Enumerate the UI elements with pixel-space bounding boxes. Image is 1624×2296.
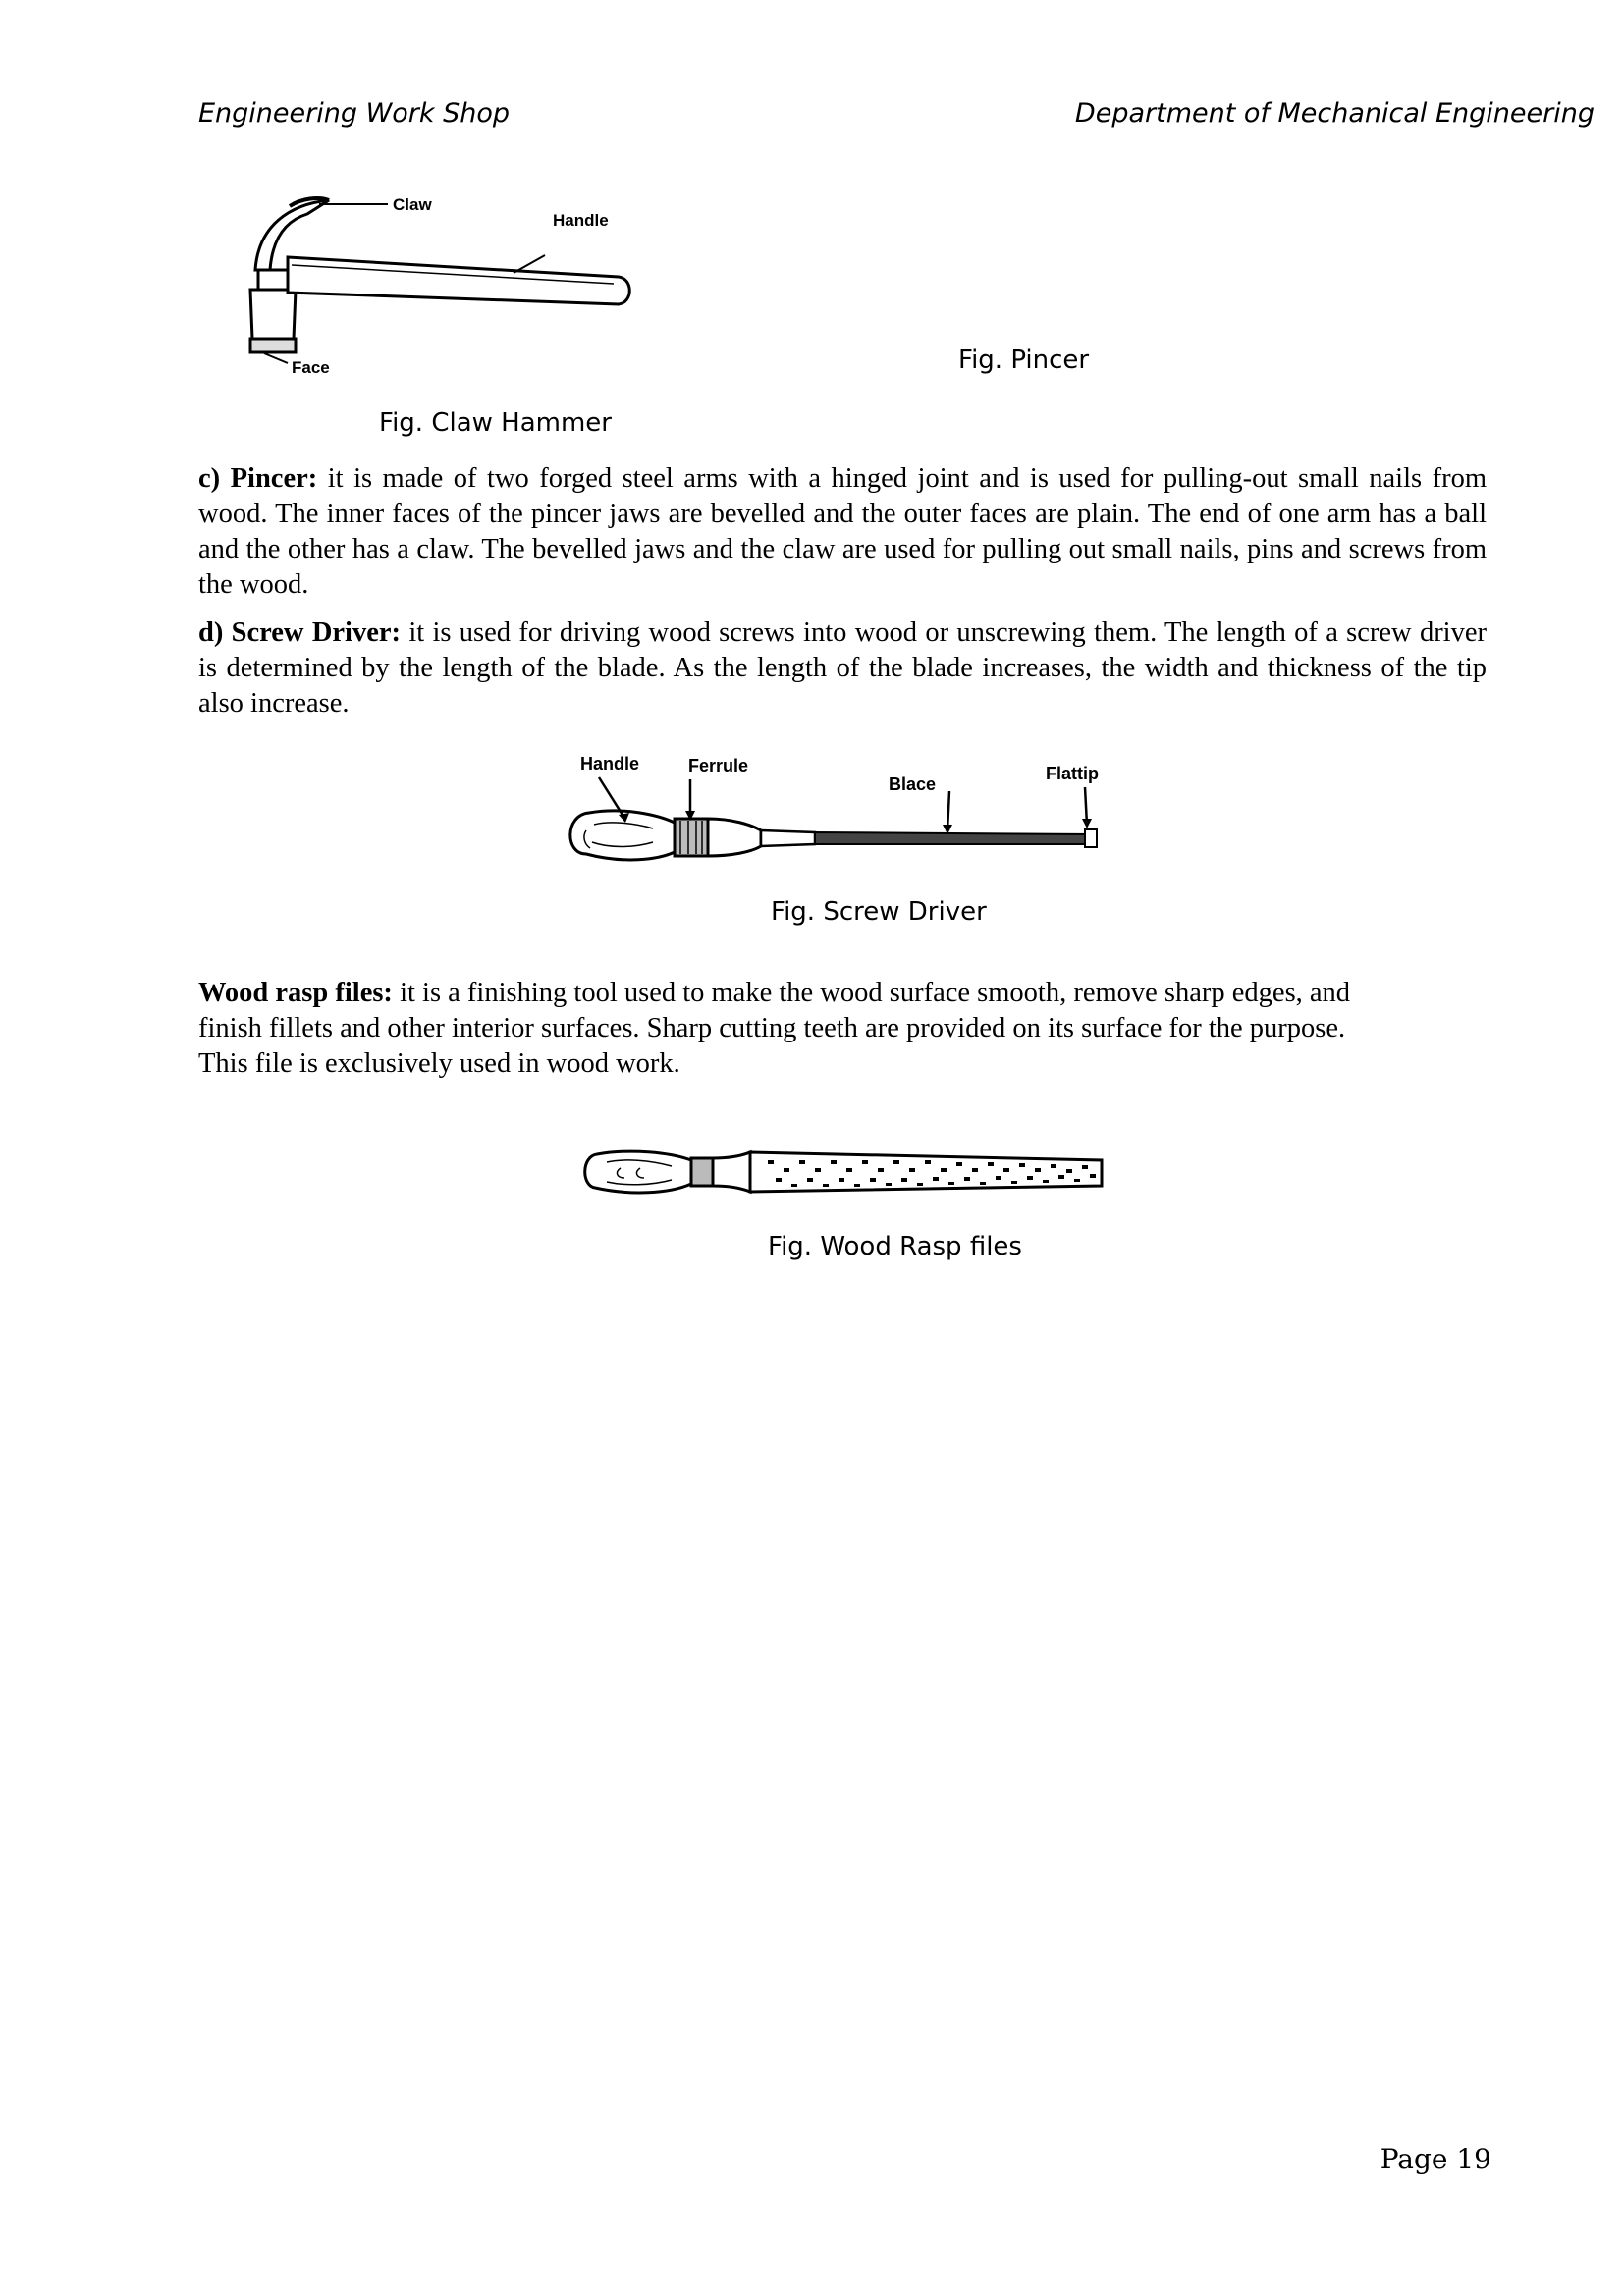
pincer-heading: c) Pincer:	[198, 463, 318, 494]
pincer-caption: Fig. Pincer	[958, 346, 1090, 375]
sd-ferrule-label: Ferrule	[688, 756, 749, 775]
wood-rasp-line-1	[198, 976, 1514, 1011]
sd-blade-label: Blace	[889, 774, 937, 794]
handle-label: Handle	[553, 211, 609, 230]
screw-driver-heading: d) Screw Driver:	[198, 617, 402, 648]
wood-rasp-line-2: finish fillets and other interior surfaces. Sharp cutting teeth are provided on its surface for the purpose.	[198, 1013, 1346, 1043]
face-label: Face	[292, 358, 330, 377]
wood-rasp-caption: Fig. Wood Rasp files	[768, 1232, 1022, 1261]
wood-rasp-line-3: This file is exclusively used in wood work.	[198, 1048, 680, 1079]
screw-driver-figure	[565, 746, 1114, 893]
wood-rasp-text-1: it is a finishing tool used to make the wood surface smooth, remove sharp edges, and	[392, 978, 1351, 1008]
sd-handle-label: Handle	[580, 754, 640, 774]
sd-flattip-label: Flattip	[1046, 764, 1099, 783]
wood-rasp-paragraph	[198, 976, 1514, 1082]
pincer-text: it is made of two forged steel arms with a hinged joint and is used for pulling-out small nails from wood. The inner faces of the pincer jaws are bevelled and the outer faces are plain. The end of one arm has a ball and the other has a claw. The bevelled jaws and the claw are used for pulling out small nails, pins and screws from the wood.	[198, 463, 1487, 600]
claw-label: Claw	[393, 195, 432, 214]
running-header-left: Engineering Work Shop	[198, 98, 511, 129]
pincer-paragraph	[198, 461, 1487, 603]
page-number: Page 19	[1380, 2143, 1491, 2175]
screw-driver-text: it is used for driving wood screws into wood or unscrewing them. The length of a screw driver is determined by the length of the blade. As the length of the blade increases, the width and thickness of the tip also increase.	[198, 617, 1487, 719]
screw-driver-caption: Fig. Screw Driver	[771, 897, 987, 927]
wood-rasp-heading: Wood rasp files:	[198, 978, 393, 1008]
screw-driver-paragraph	[198, 615, 1487, 721]
claw-hammer-caption: Fig. Claw Hammer	[379, 408, 612, 438]
running-header-right: Department of Mechanical Engineering	[1074, 98, 1595, 129]
wood-rasp-figure	[581, 1139, 1111, 1207]
claw-hammer-figure	[221, 187, 633, 383]
